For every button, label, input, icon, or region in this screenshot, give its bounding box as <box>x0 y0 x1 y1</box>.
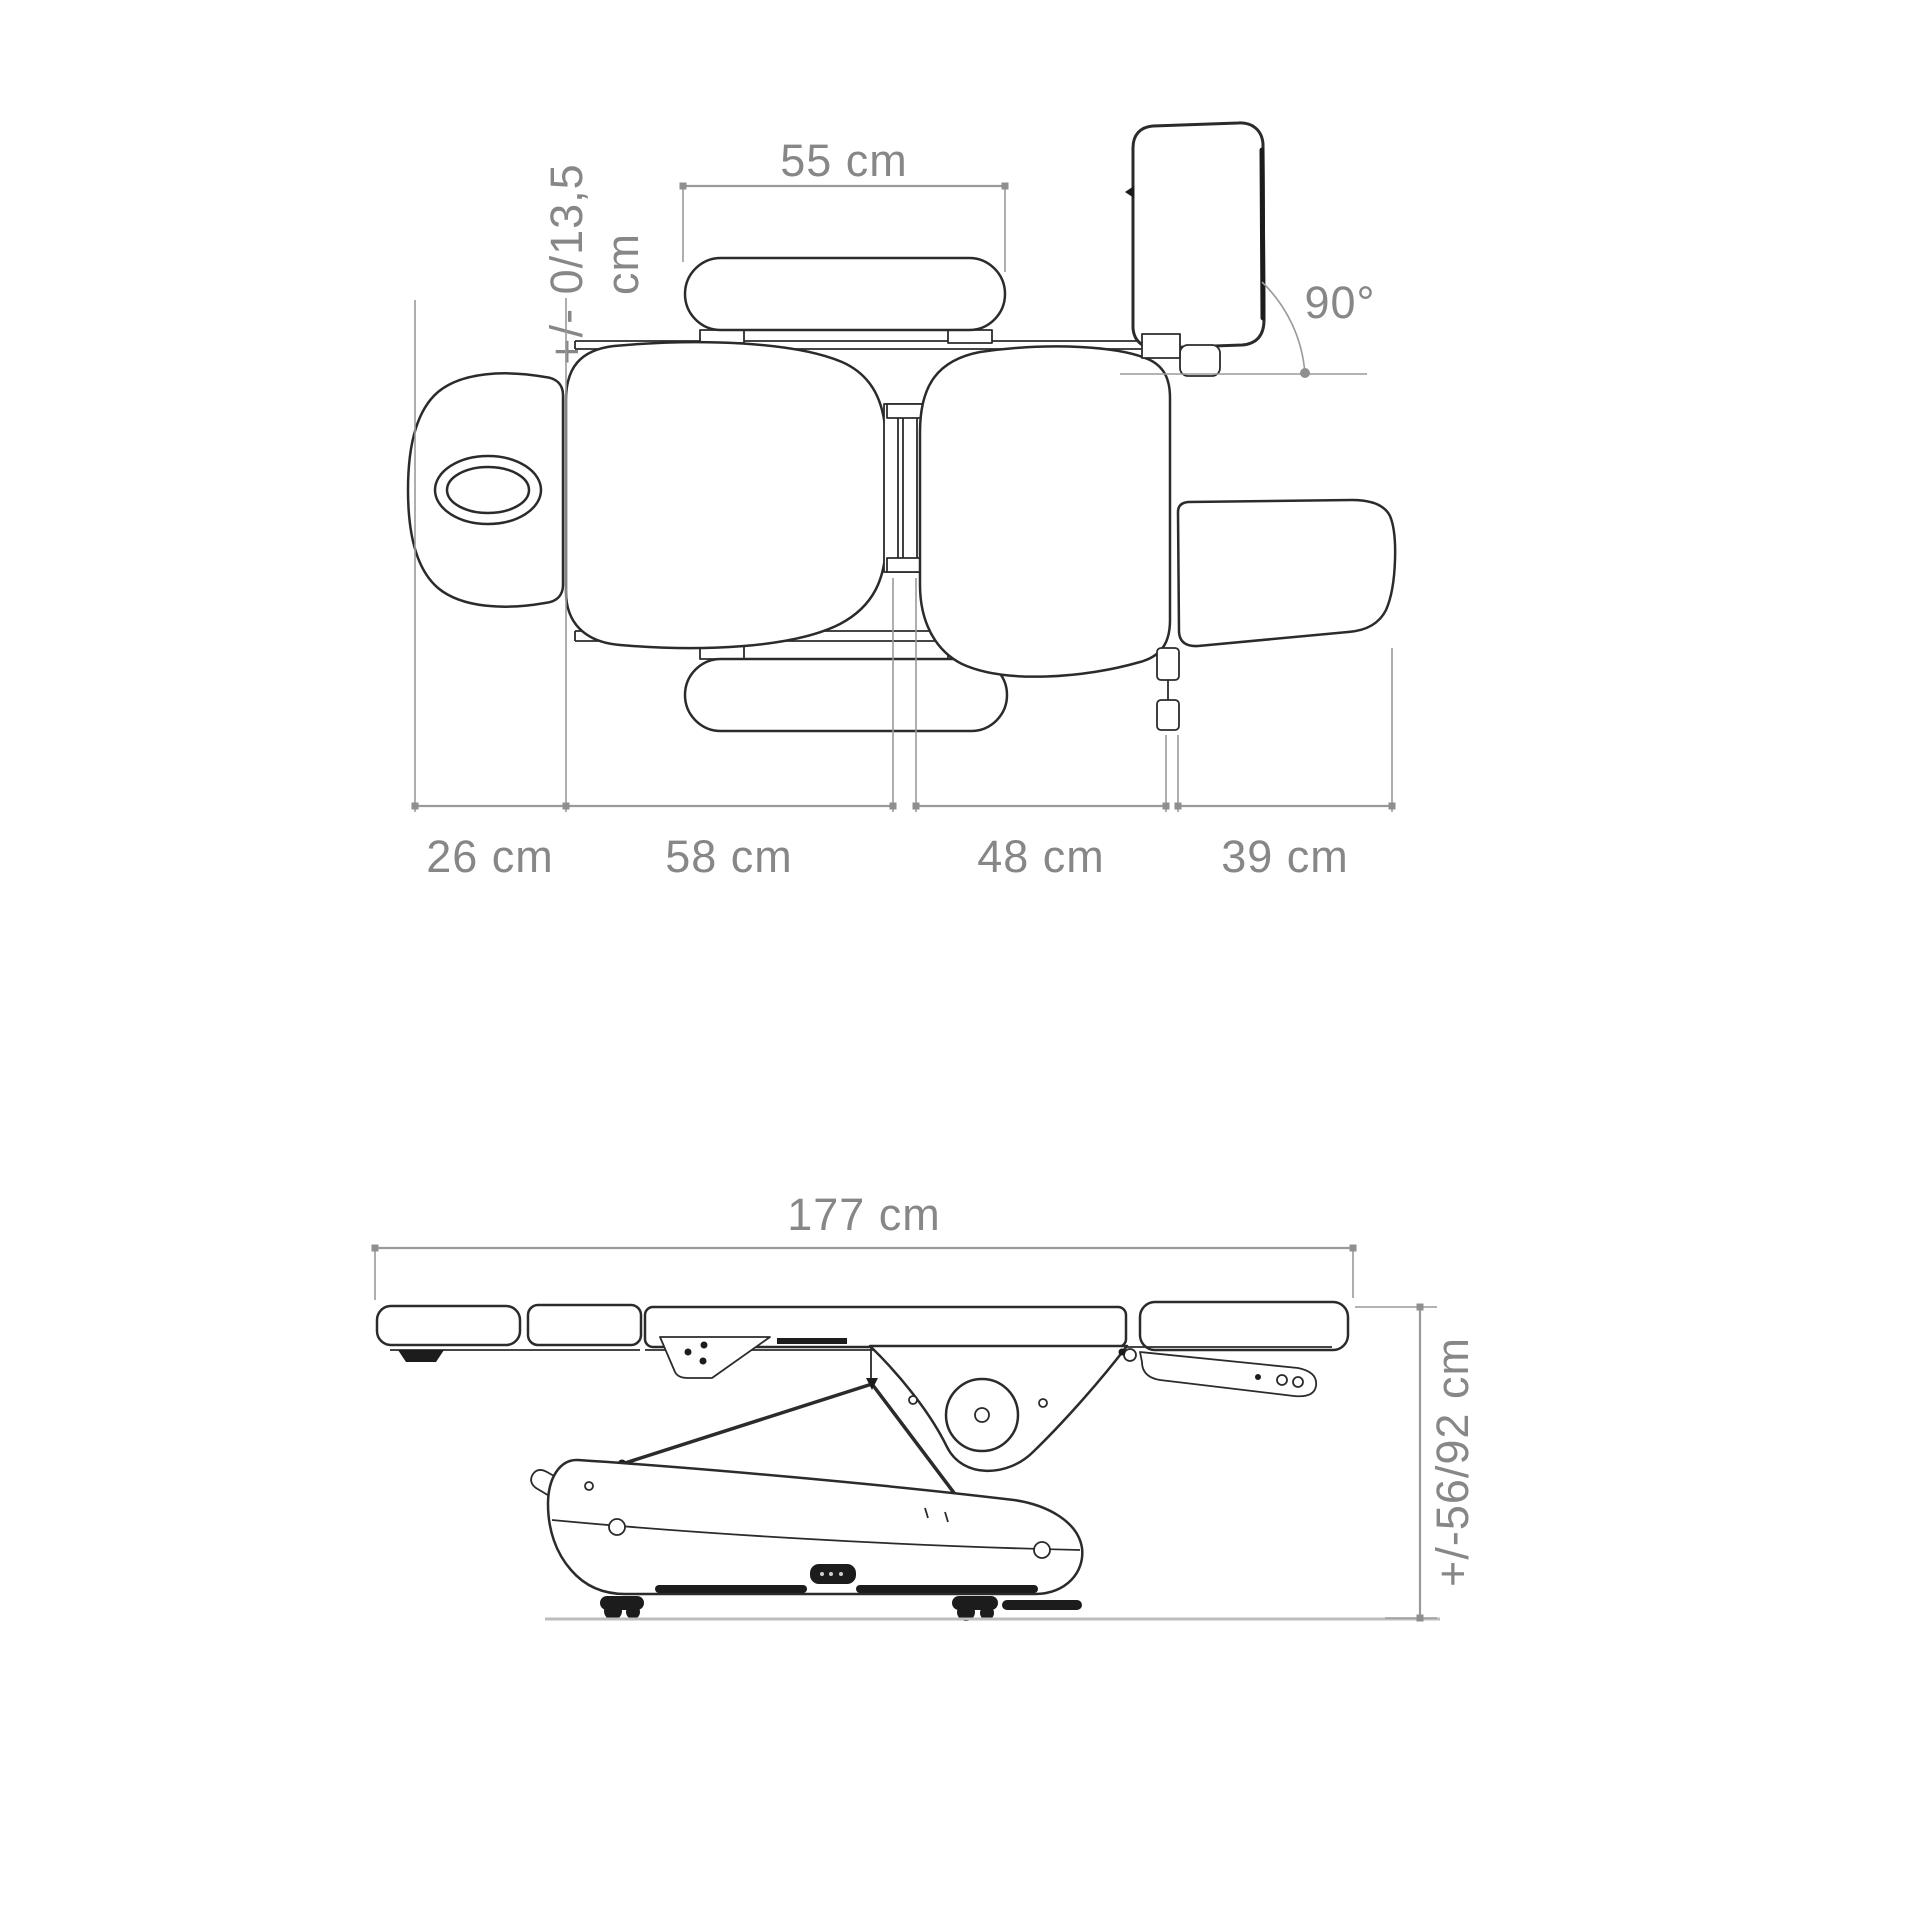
backrest-mount <box>1142 334 1180 358</box>
headrest-clamp <box>398 1350 444 1362</box>
side-view <box>372 1189 1479 1622</box>
back-pad <box>528 1305 641 1345</box>
angle-arc <box>1262 282 1305 374</box>
backrest-knob <box>1125 186 1134 198</box>
total-length-label: 177 cm <box>787 1189 941 1240</box>
armrest-length-label: 55 cm <box>780 135 908 186</box>
headrest-adjust-line2: cm <box>597 233 648 295</box>
backrest-length-label: 58 cm <box>665 831 793 882</box>
dimension-total-length <box>372 1189 1357 1300</box>
side-cushions <box>377 1302 1348 1350</box>
leg-pad <box>1140 1302 1348 1350</box>
headrest-length-label: 26 cm <box>426 831 554 882</box>
top-view <box>408 123 1396 882</box>
logo-badge <box>810 1564 856 1584</box>
backrest-bracket <box>1180 345 1220 376</box>
skid-bar-right <box>856 1585 1038 1593</box>
angle-arrow <box>1300 368 1310 378</box>
headrest <box>408 373 563 606</box>
headrest-adjust-label <box>541 163 648 364</box>
armrest-top <box>685 258 1005 330</box>
skid-bar-left <box>655 1585 807 1593</box>
backrest-edge <box>1262 150 1263 318</box>
legrest-bracket <box>1140 1352 1316 1396</box>
caster-left <box>600 1596 644 1620</box>
pivot-bolt <box>1124 1349 1136 1361</box>
backrest-angle-label: 90° <box>1304 277 1376 328</box>
headrest-pad <box>377 1306 520 1345</box>
support-bracket <box>660 1337 770 1378</box>
armrest-bottom <box>685 659 1007 731</box>
seat-length-label: 48 cm <box>977 831 1105 882</box>
caster-right <box>952 1596 1082 1621</box>
dimension-armrest <box>680 135 1009 272</box>
headrest-adjust-line1: +/- 0/13,5 <box>541 163 592 365</box>
seat-cushion <box>920 346 1170 676</box>
footrest-hinge-tabs <box>1157 648 1179 730</box>
frame-block <box>777 1338 847 1344</box>
scissor-arm-long <box>622 1384 872 1464</box>
back-cushion <box>566 342 886 648</box>
height-range-label: +/-56/92 cm <box>1427 1337 1478 1587</box>
backrest-raised <box>1125 123 1264 376</box>
legrest-length-label: 39 cm <box>1221 831 1349 882</box>
footrest <box>1178 500 1395 646</box>
base-unit <box>531 1460 1440 1621</box>
dimension-height <box>1355 1304 1478 1622</box>
